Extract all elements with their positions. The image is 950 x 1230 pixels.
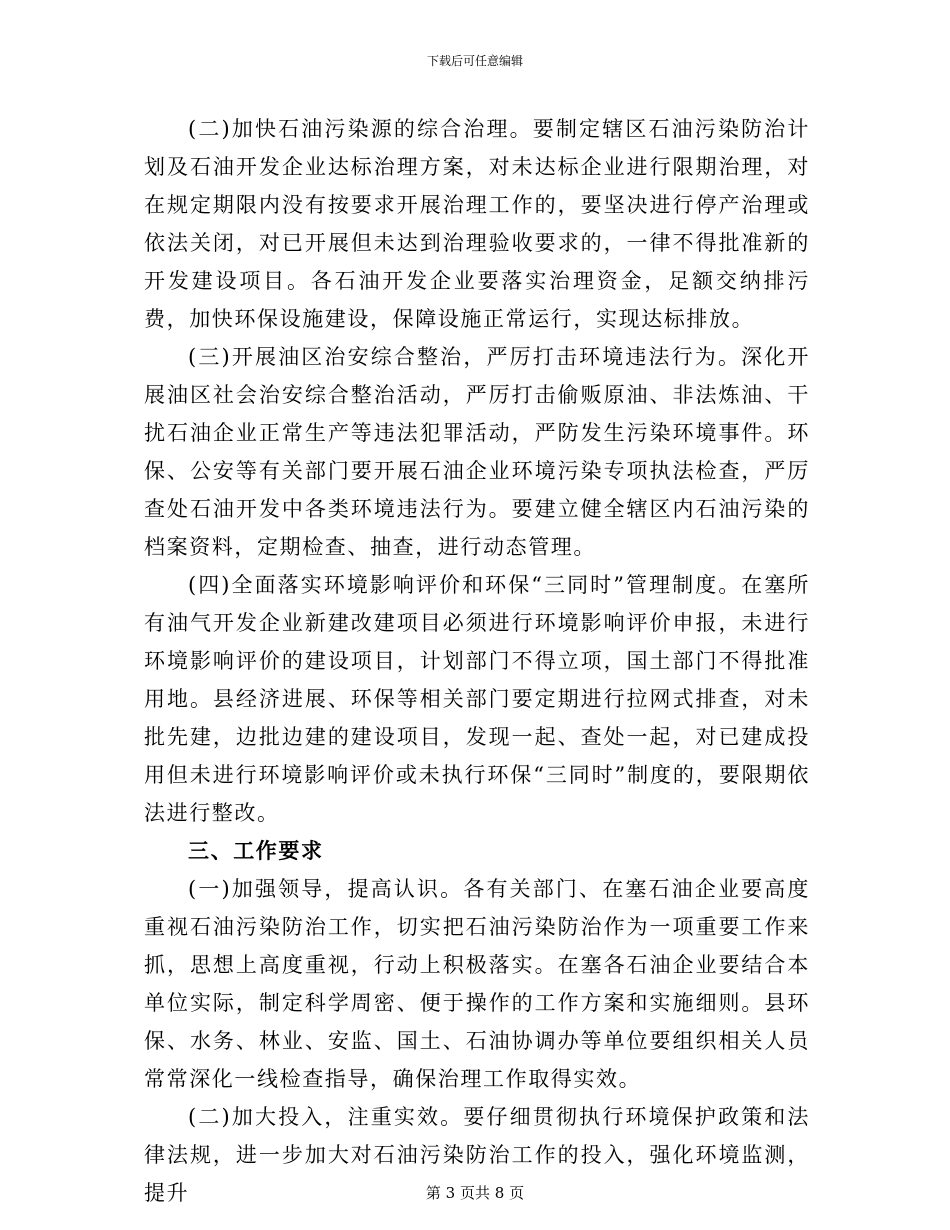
document-body (144, 110, 810, 1212)
page-footer: 第 3 页共 8 页 (425, 1184, 525, 1202)
paragraph-2-3: (三)开展油区治安综合整治，严厉打击环境违法行为。深化开展油区社会治安综合整治活动，严厉打击偷贩原油、非法炼油、干扰石油企业正常生产等违法犯罪活动，严防发生污染环境事件。环保、公安等有关部门要开展石油企业环境污染专项执法检查，严厉查处石油开发中各类环境违法行为。要建立健全辖区内石油污染的档案资料，定期检查、抽查，进行动态管理。 (144, 345, 810, 559)
paragraph-2-4: (四)全面落实环境影响评价和环保“三同时”管理制度。在塞所有油气开发企业新建改建项目必须进行环境影响评价申报，未进行环境影响评价的建设项目，计划部门不得立项，国土部门不得批准用地。县经济进展、环保等相关部门要定期进行拉网式排查，对未批先建，边批边建的建设项目，发现一起、查处一起，对已建成投用但未进行环境影响评价或未执行环保“三同时”制度的，要限期依法进行整改。 (144, 573, 810, 825)
paragraph-2-2: (二)加快石油污染源的综合治理。要制定辖区石油污染防治计划及石油开发企业达标治理方案，对未达标企业进行限期治理，对在规定期限内没有按要求开展治理工作的，要坚决进行停产治理或依法关闭，对已开展但未达到治理验收要求的，一律不得批准新的开发建设项目。各石油开发企业要落实治理资金，足额交纳排污费，加快环保设施建设，保障设施正常运行，实现达标排放。 (144, 117, 810, 331)
page-header: 下载后可任意编辑 (426, 54, 523, 68)
section-heading-3: 三、工作要求 (188, 838, 324, 863)
paragraph-3-2: (二)加大投入，注重实效。要仔细贯彻执行环境保护政策和法律法规，进一步加大对石油污染防治工作的投入，强化环境监测，提升 (144, 1105, 810, 1205)
paragraph-3-1: (一)加强领导，提高认识。各有关部门、在塞石油企业要高度重视石油污染防治工作，切实把石油污染防治作为一项重要工作来抓，思想上高度重视，行动上积极落实。在塞各石油企业要结合本单位实际，制定科学周密、便于操作的工作方案和实施细则。县环保、水务、林业、安监、国土、石油协调办等单位要组织相关人员常常深化一线检查指导，确保治理工作取得实效。 (144, 877, 810, 1091)
